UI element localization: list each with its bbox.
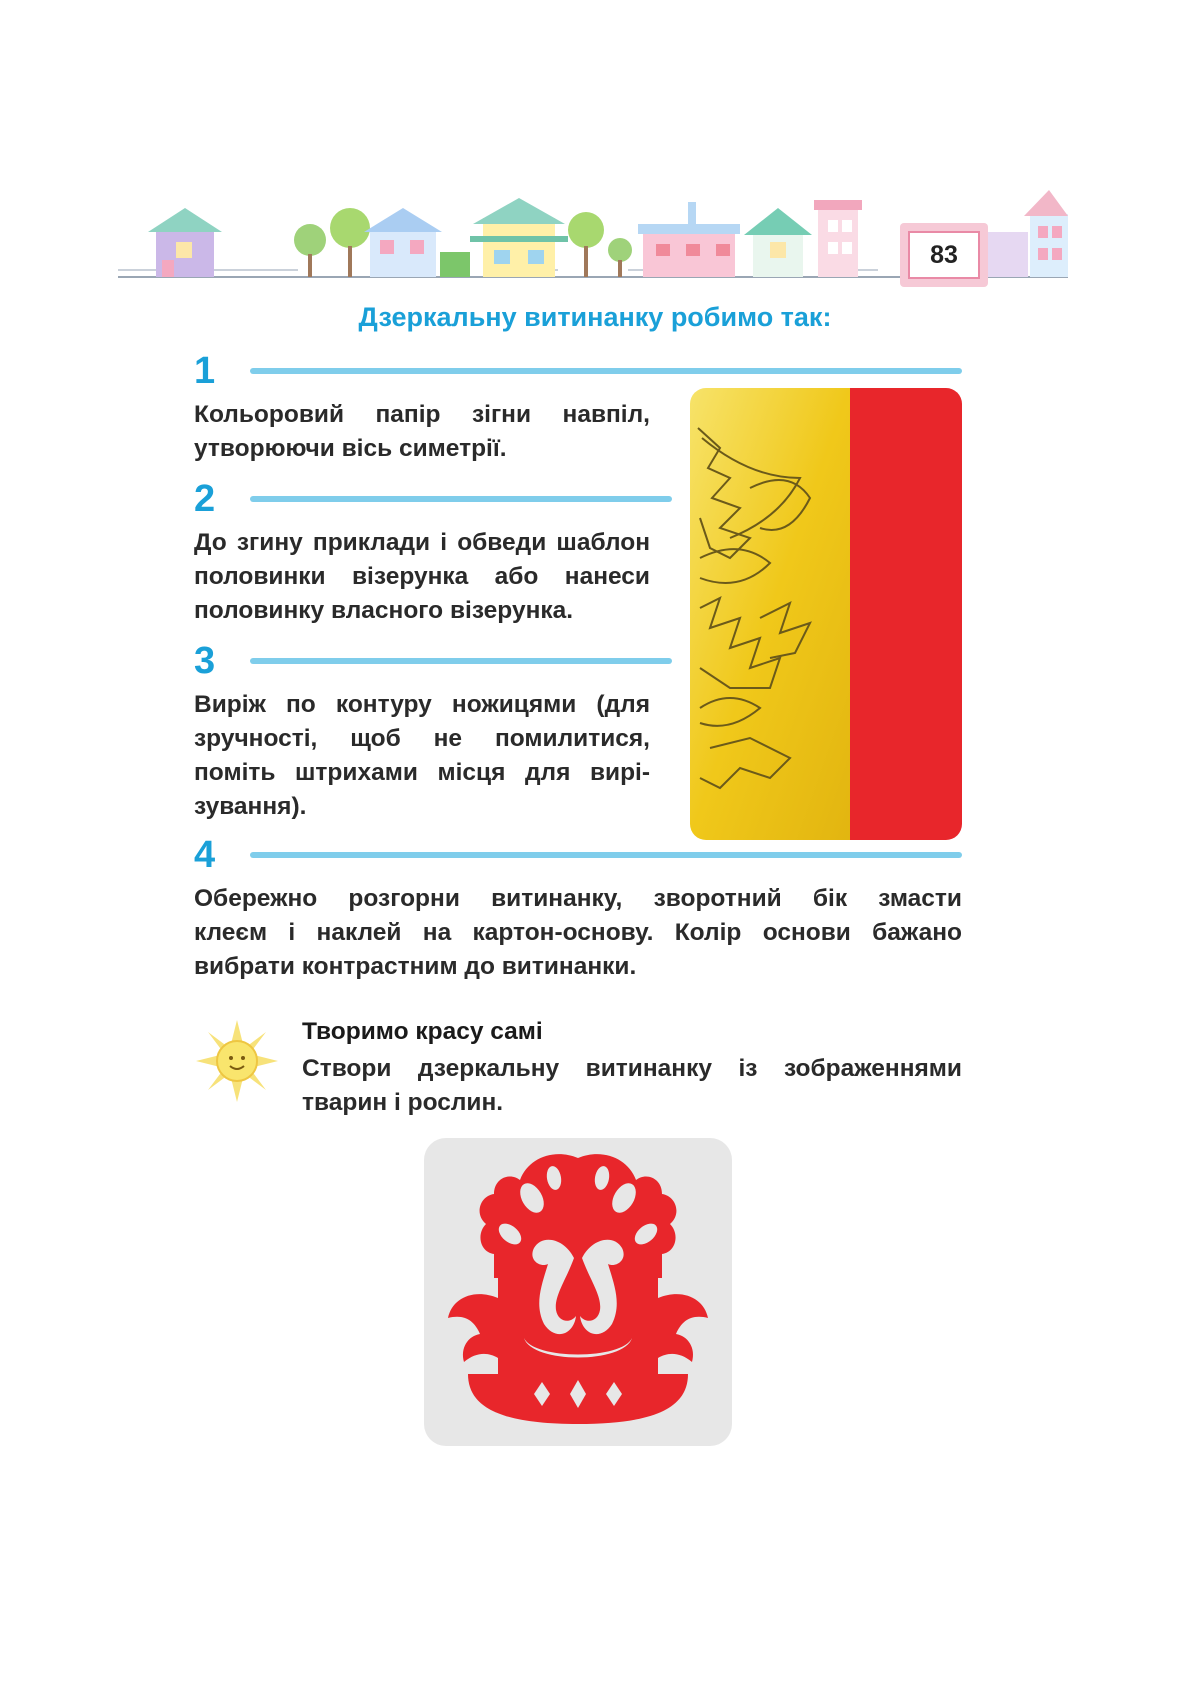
step-number-4: 4 <box>194 834 216 876</box>
step-text-4 <box>194 882 962 984</box>
page-number-badge <box>900 223 988 287</box>
tip-line-2: тварин і рослин. <box>302 1089 504 1116</box>
tip-title: Творимо красу самі <box>302 1018 543 1045</box>
step-text-3 <box>194 688 650 824</box>
folded-paper-image <box>690 388 962 840</box>
step-2-line-1: До згину приклади і обведи шаблон <box>194 529 650 556</box>
step-divider-2 <box>250 496 672 502</box>
page-title: Дзеркальну витинанку робимо так: <box>358 302 832 332</box>
step-2-line-3: половинку власного візерунка. <box>194 597 574 624</box>
step-2-line-2: половинки візерунка або нанеси <box>194 563 650 590</box>
step-text-1 <box>194 398 650 466</box>
mirror-papercut-image <box>424 1138 732 1446</box>
step-3-line-3: поміть штрихами місця для вирі- <box>194 759 650 786</box>
step-1-line-1: Кольоровий папір зігни навпіл, <box>194 401 650 428</box>
tip-text <box>302 1052 962 1120</box>
step-4-line-2: клеєм і наклей на картон-основу. Колір основи бажано <box>194 919 962 946</box>
step-3-line-2: зручності, щоб не помилитися, <box>194 725 650 752</box>
step-number-2: 2 <box>194 478 216 520</box>
sun-icon <box>196 1020 278 1102</box>
step-1-line-2: утворюючи вісь симетрії. <box>194 435 507 462</box>
step-divider-4 <box>250 852 962 858</box>
step-number-1: 1 <box>194 350 216 392</box>
step-3-line-4: зування). <box>194 793 307 820</box>
step-4-line-1: Обережно розгорни витинанку, зворотний бік змасти <box>194 885 962 912</box>
swans-papercut <box>424 1138 732 1446</box>
step-4-line-3: вибрати контрастним до витинанки. <box>194 953 637 980</box>
step-text-2 <box>194 526 650 628</box>
step-number-3: 3 <box>194 640 216 682</box>
header-houses-strip <box>118 180 1068 285</box>
folded-paper-photo <box>690 388 962 840</box>
page-number: 83 <box>908 231 980 279</box>
step-3-line-1: Виріж по контуру ножицями (для <box>194 691 650 718</box>
step-divider-1 <box>250 368 962 374</box>
step-divider-3 <box>250 658 672 664</box>
tip-line-1: Створи дзеркальну витинанку із зображеннями <box>302 1055 962 1082</box>
